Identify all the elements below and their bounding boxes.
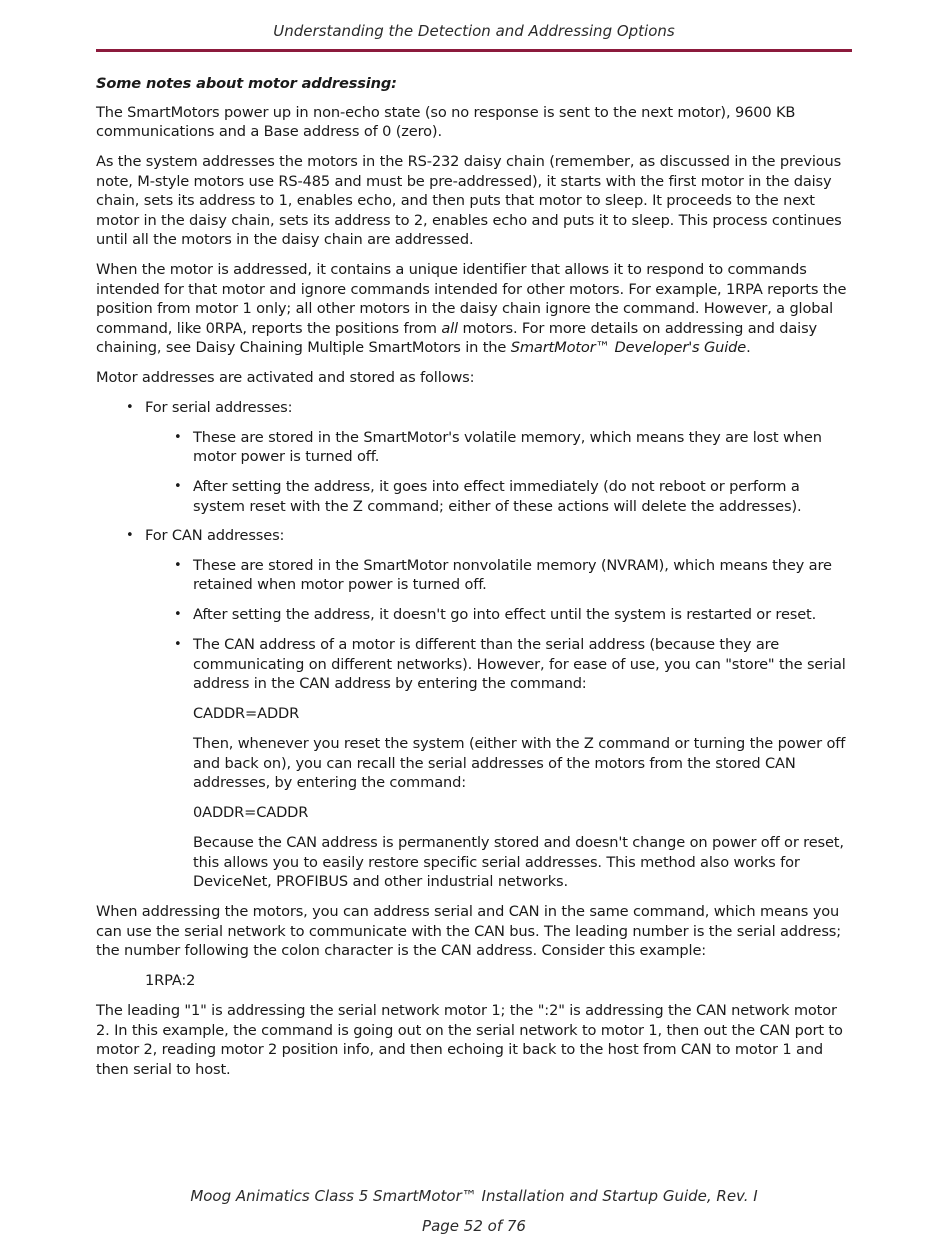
paragraph-serial-can: When addressing the motors, you can address serial and CAN in the same command, which means you can use the serial network to communicate with the CAN bus. The leading number is the serial address; the number following the colon character is the CAN address. Consider this example:	[96, 903, 842, 959]
running-header: Understanding the Detection and Addressing Options	[273, 22, 675, 40]
list-item-text: After setting the address, it goes into effect immediately (do not reboot or perform a system reset with the Z command; either of these actions will delete the addresses).	[193, 478, 802, 515]
paragraph-activation: Motor addresses are activated and stored as follows:	[96, 369, 475, 386]
page-number: Page 52 of 76	[422, 1217, 526, 1235]
footer-title: Moog Animatics Class 5 SmartMotor™ Installation and Startup Guide, Rev. I	[190, 1187, 758, 1205]
bullet-icon: •	[126, 528, 134, 543]
list-item	[145, 556, 854, 595]
list-item	[145, 477, 854, 516]
list-item-text: These are stored in the SmartMotor's volatile memory, which means they are lost when motor power is turned off.	[193, 428, 822, 465]
paragraph-text: .	[746, 339, 751, 356]
paragraph-daisy-chain: As the system addresses the motors in the RS-232 daisy chain (remember, as discussed in the previous note, M-style motors use RS-485 and must be pre-addressed), it starts with the first motor in the daisy chain, sets its address to 1, enables echo, and then puts that motor to sleep. It proceeds to the next motor in the daisy chain, sets its address to 2, enables echo and puts it to sleep. This process continues until all the motors in the daisy chain are addressed.	[96, 153, 842, 248]
code-example: 1RPA:2	[145, 972, 196, 989]
list-item-text: Because the CAN address is permanently stored and doesn't change on power off or reset, this allows you to easily restore specific serial addresses. This method also works for DeviceNet, PROFIBUS and other industrial networks.	[193, 834, 844, 890]
serial-sublist	[145, 428, 854, 517]
list-item-text: The CAN address of a motor is different than the serial address (because they are communicating on different networks). However, for ease of use, you can "store" the serial address in the CAN address by entering the command:	[193, 636, 846, 692]
list-item-text: These are stored in the SmartMotor nonvolatile memory (NVRAM), which means they are retained when motor power is turned off.	[193, 556, 832, 593]
section-heading: Some notes about motor addressing:	[96, 75, 397, 92]
code-command: 0ADDR=CADDR	[193, 804, 309, 821]
paragraph-example-explanation: The leading "1" is addressing the serial network motor 1; the ":2" is addressing the CAN network motor 2. In this example, the command is going out on the serial network to motor 1, then out the CAN port to motor 2, reading motor 2 position info, and then echoing it back to the host from CAN to motor 1 and then serial to host.	[96, 1002, 843, 1078]
bullet-icon: •	[126, 400, 134, 415]
emphasis-all: all	[441, 319, 458, 337]
page-body	[96, 74, 854, 1090]
can-sublist	[145, 556, 854, 892]
list-item-label: For serial addresses:	[145, 399, 293, 416]
list-item-text: Then, whenever you reset the system (either with the Z command or turning the power off and back on), you can recall the serial addresses of the motors from the stored CAN addresses, by entering the command:	[193, 735, 846, 791]
list-item	[145, 428, 854, 467]
paragraph-power-up: The SmartMotors power up in non-echo state (so no response is sent to the next motor), 9600 KB communications and a Base address of 0 (zero).	[96, 103, 796, 140]
paragraph-text: motors. For more details on addressing and daisy chaining, see Daisy Chaining Multiple SmartMotors in the	[96, 319, 818, 356]
list-item-can	[96, 526, 854, 892]
list-item-label: For CAN addresses:	[145, 527, 285, 544]
address-types-list	[96, 398, 854, 892]
header-rule	[96, 49, 852, 52]
bullet-icon: •	[174, 607, 182, 622]
guide-title: SmartMotor™ Developer's Guide	[510, 339, 747, 356]
paragraph-text: When the motor is addressed, it contains a unique identifier that allows it to respond to commands intended for that motor and ignore commands intended for other motors. For example, 1RPA reports the position from motor 1 only; all other motors in the daisy chain ignore the command. However, a global command, like 0RPA, reports the positions from	[96, 261, 847, 337]
bullet-icon: •	[174, 637, 182, 652]
list-item-text: After setting the address, it doesn't go into effect until the system is restarted or reset.	[193, 606, 817, 623]
bullet-icon: •	[174, 557, 182, 573]
list-item-serial	[96, 398, 854, 516]
list-item	[145, 605, 854, 625]
bullet-icon: •	[174, 429, 182, 445]
paragraph-unique-identifier	[96, 260, 854, 358]
list-item	[145, 635, 854, 892]
bullet-icon: •	[174, 479, 182, 494]
code-command: CADDR=ADDR	[193, 705, 300, 722]
